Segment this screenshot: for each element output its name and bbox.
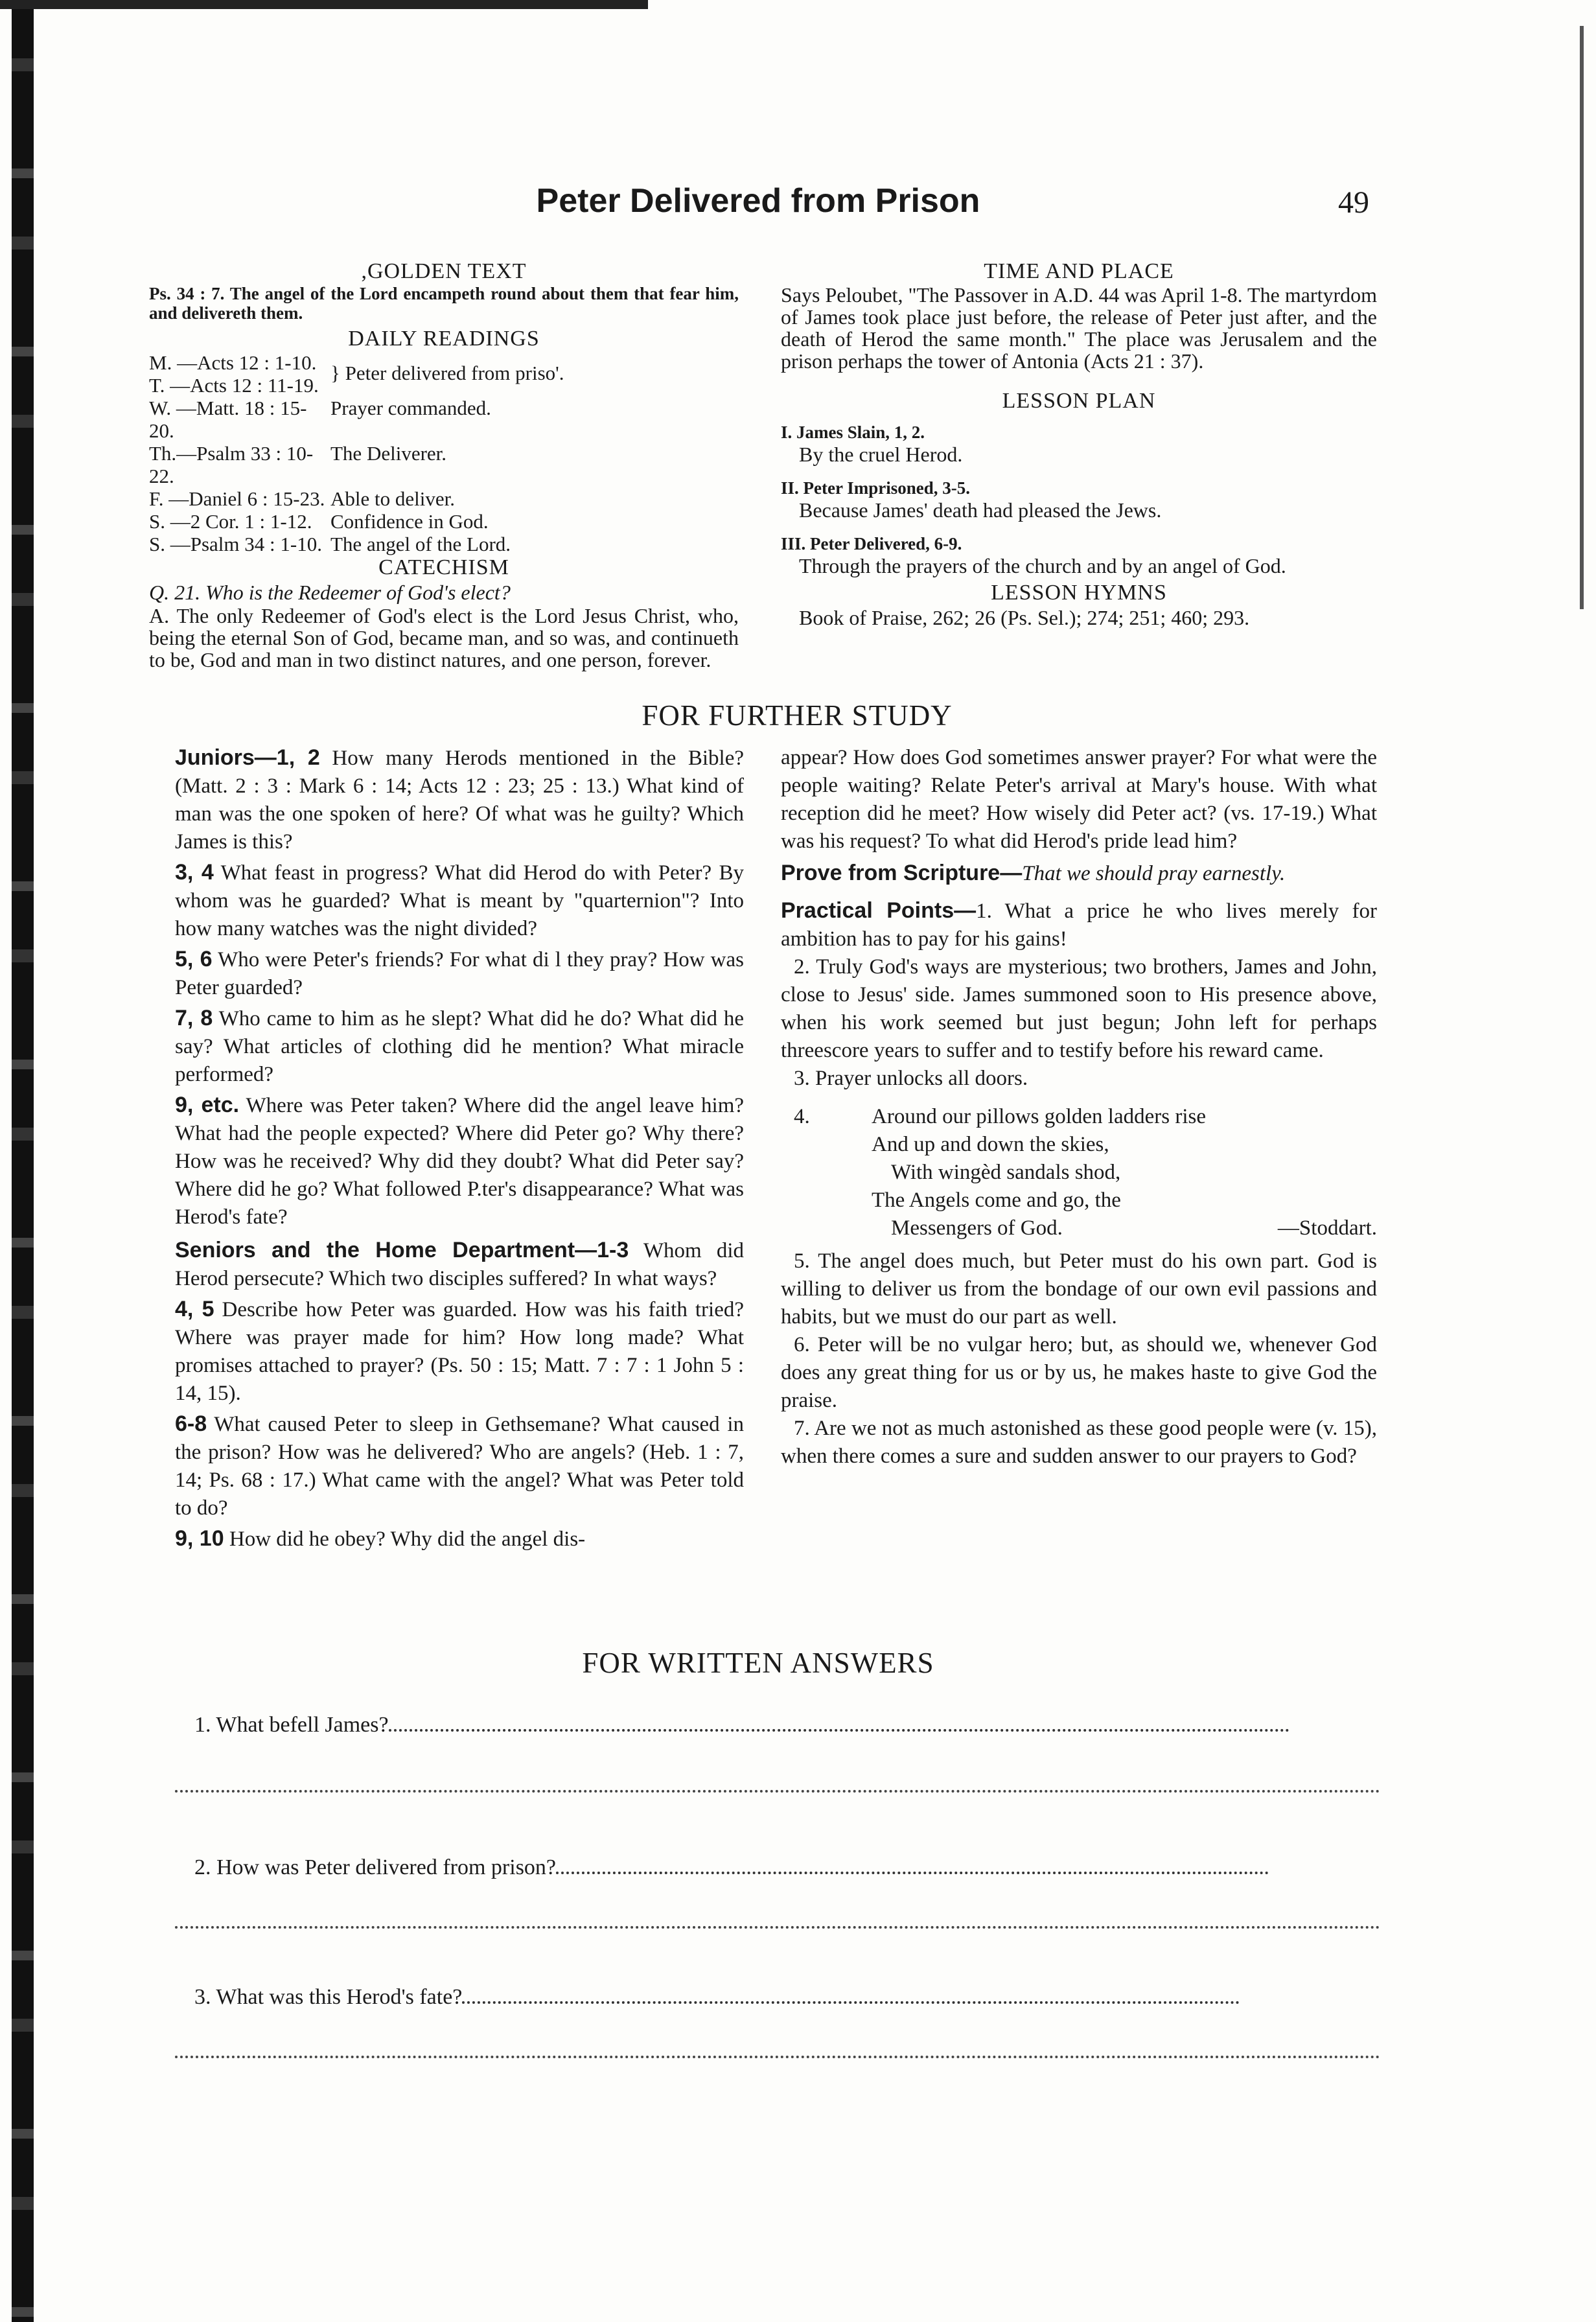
juniors-label: Juniors—1, 2 [175,745,320,770]
right-info-column [781,259,1377,630]
answer-blank[interactable] [175,1926,1380,1929]
written-answers-heading: FOR WRITTEN ANSWERS [582,1647,934,1679]
juniors-text: How many Herods mentioned in the Bible? (Matt. 2 : 3 : Mark 6 : 14; Acts 12 : 23; 25 : 13.) What kind of man was the one spoken of here? Of what was he guilty? Which James is this? [175,747,745,853]
catechism-heading: CATECHISM [378,555,509,579]
reading-row: M. —Acts 12 : 1-10. } Peter delivered from priso'. [149,351,564,384]
lesson-hymns-text: Book of Praise, 262; 26 (Ps. Sel.); 274; 251; 460; 293. [799,606,1250,629]
golden-text: Ps. 34 : 7. The angel of the Lord encampeth round about them that fear him, and delivereth them. [149,284,739,323]
time-place-text: Says Peloubet, "The Passover in A.D. 44 was April 1-8. The martyrdom of James took place just before, the release of Peter just after, and the death of Herod the same month." The place was Jerusalem and the prison perhaps the tower of Antonia (Acts 21 : 37). [781,283,1377,373]
practical-label: Practical Points— [781,898,977,923]
answer-blank[interactable] [389,1711,1290,1732]
written-question-1: 1. What befell James? [194,1711,1290,1737]
seniors-label: Seniors and the Home Department—1-3 [175,1238,629,1262]
daily-readings-table [149,351,739,555]
lesson-plan-heading: LESSON PLAN [1002,389,1156,413]
written-question-2: 2. How was Peter delivered from prison? [194,1853,1269,1880]
answer-blank[interactable] [462,1983,1240,2004]
answer-blank[interactable] [175,2056,1380,2058]
further-study-heading: FOR FURTHER STUDY [642,699,953,732]
further-study-left-column: Juniors—1, 2 How many Herods mentioned in the Bible? (Matt. 2 : 3 : Mark 6 : 14; Acts 12 : 23; 25 : 13.) What kind of man was the one spoken of here? Of what was he guilty? Which James is this? 3, 4 What feast in progress? What did Herod do with Peter? By whom was he guarded? What is meant by "quarternion"? Into how many watches was the night divided? 5, 6 Who were Peter's friends? For what di l they pray? How was Peter guarded? 7, 8 Who came to him as he slept? What did he do? What did he say? What articles of clothing did he mention? What miracle performed? 9, etc. Where was Peter taken? Where did the angel leave him? What had the people expected? Where did Peter go? Why there? How was he received? Why did they doubt? What did Peter say? Where did he go? What followed P.ter's disappearance? What was Herod's fate? Seniors and the Home Department—1-3 Whom did Herod persecute? Which two disciples suffered? In what ways? 4, 5 Describe how Peter was guarded. How was his faith tried? Where was prayer made for him? How long made? What promises attached to prayer? (Ps. 50 : 15; Matt. 7 : 7 : 1 John 5 : 14, 15). 6-8 What caused Peter to sleep in Gethsemane? What caused in the prison? How was he delivered? Who are angels? (Heb. 1 : 7, 14; Ps. 68 : 17.) What came with the angel? What was Peter told to do? 9, 10 How did he obey? Why did the angel dis- [175,745,745,1551]
verse: 4. Around our pillows golden ladders rise And up and down the skies, With wingèd sandals shod, The Angels come and go, the Messengers of God. —Stoddart. [794,1105,1377,1240]
left-info-column [149,259,739,671]
time-place-heading: TIME AND PLACE [984,259,1174,283]
reading-row: T. —Acts 12 : 11-19. [149,374,319,397]
answer-blank[interactable] [175,1790,1380,1793]
lesson-plan-item: II. Peter Imprisoned, 3-5. Because James' death had pleased the Jews. [781,478,1162,522]
page-title: Peter Delivered from Prison [536,182,980,220]
reading-row: S. —Psalm 34 : 1-10. The angel of the Lord. [149,533,511,555]
written-question-3: 3. What was this Herod's fate? [194,1983,1240,2010]
further-study-right-column: appear? How does God sometimes answer prayer? For what were the people waiting? Relate Peter's arrival at Mary's house. With what reception did he meet? How wisely did Peter act? (vs. 17-19.) What was his request? To what did Herod's pride lead him? Prove from Scripture—That we should pray earnestly. Practical Points—1. What a price he who lives merely for ambition has to pay for his gains! 2. Truly God's ways are mysterious; two brothers, James and John, close to Jesus' side. James summoned soon to His presence above, when his work seemed but just begun; John left for perhaps threescore years to suffer and to testify before his reward came. 3. Prayer unlocks all doors. 4. Around our pillows golden ladders rise And up and down the skies, With wingèd sandals shod, The Angels come and go, the Messengers of God. —Stoddart. 5. The angel does much, but Peter must do his own part. God is willing to deliver us from the bondage of our own evil passions and habits, but we must do our part as well. 6. Peter will be no vulgar hero; but, as should we, whenever God does any great thing for us or by us, he makes haste to give God the praise. 7. Are we not as much astonished as these good people were (v. 15), when there comes a sure and sudden answer to our prayers to God? [781,744,1377,1470]
reading-row: F. —Daniel 6 : 15-23. Able to deliver. [149,487,455,510]
continued-text: appear? How does God sometimes answer prayer? For what were the people waiting? Relate Peter's arrival at Mary's house. With what reception did he meet? How wisely did Peter act? (vs. 17-19.) What was his request? To what did Herod's pride lead him? [781,746,1377,853]
lesson-hymns-heading: LESSON HYMNS [991,581,1167,605]
catechism-answer: A. The only Redeemer of God's elect is the Lord Jesus Christ, who, being the eternal Son of God, became man, and so was, and continueth to be, God and man in two distinct natures, and one person, forever. [149,604,739,671]
catechism-question: Q. 21. Who is the Redeemer of God's elect? [149,581,511,604]
answer-blank[interactable] [556,1853,1269,1874]
page-number: 49 [1338,185,1369,220]
page-scan-edge [12,0,34,2322]
reading-row: W. —Matt. 18 : 15-20. Prayer commanded. [149,397,491,442]
lesson-plan-item: I. James Slain, 1, 2. By the cruel Herod. [781,423,963,466]
reading-row: S. —2 Cor. 1 : 1-12. Confidence in God. [149,510,489,533]
golden-text-heading: ,GOLDEN TEXT [361,259,527,283]
page-scan-right-edge [1580,26,1584,609]
page-scan-top-edge [0,0,648,9]
lesson-plan-item: III. Peter Delivered, 6-9. Through the prayers of the church and by an angel of God. [781,534,1286,577]
reading-row: Th.—Psalm 33 : 10-22. The Deliverer. [149,442,447,487]
prove-label: Prove from Scripture— [781,861,1023,885]
daily-readings-heading: DAILY READINGS [348,327,540,351]
